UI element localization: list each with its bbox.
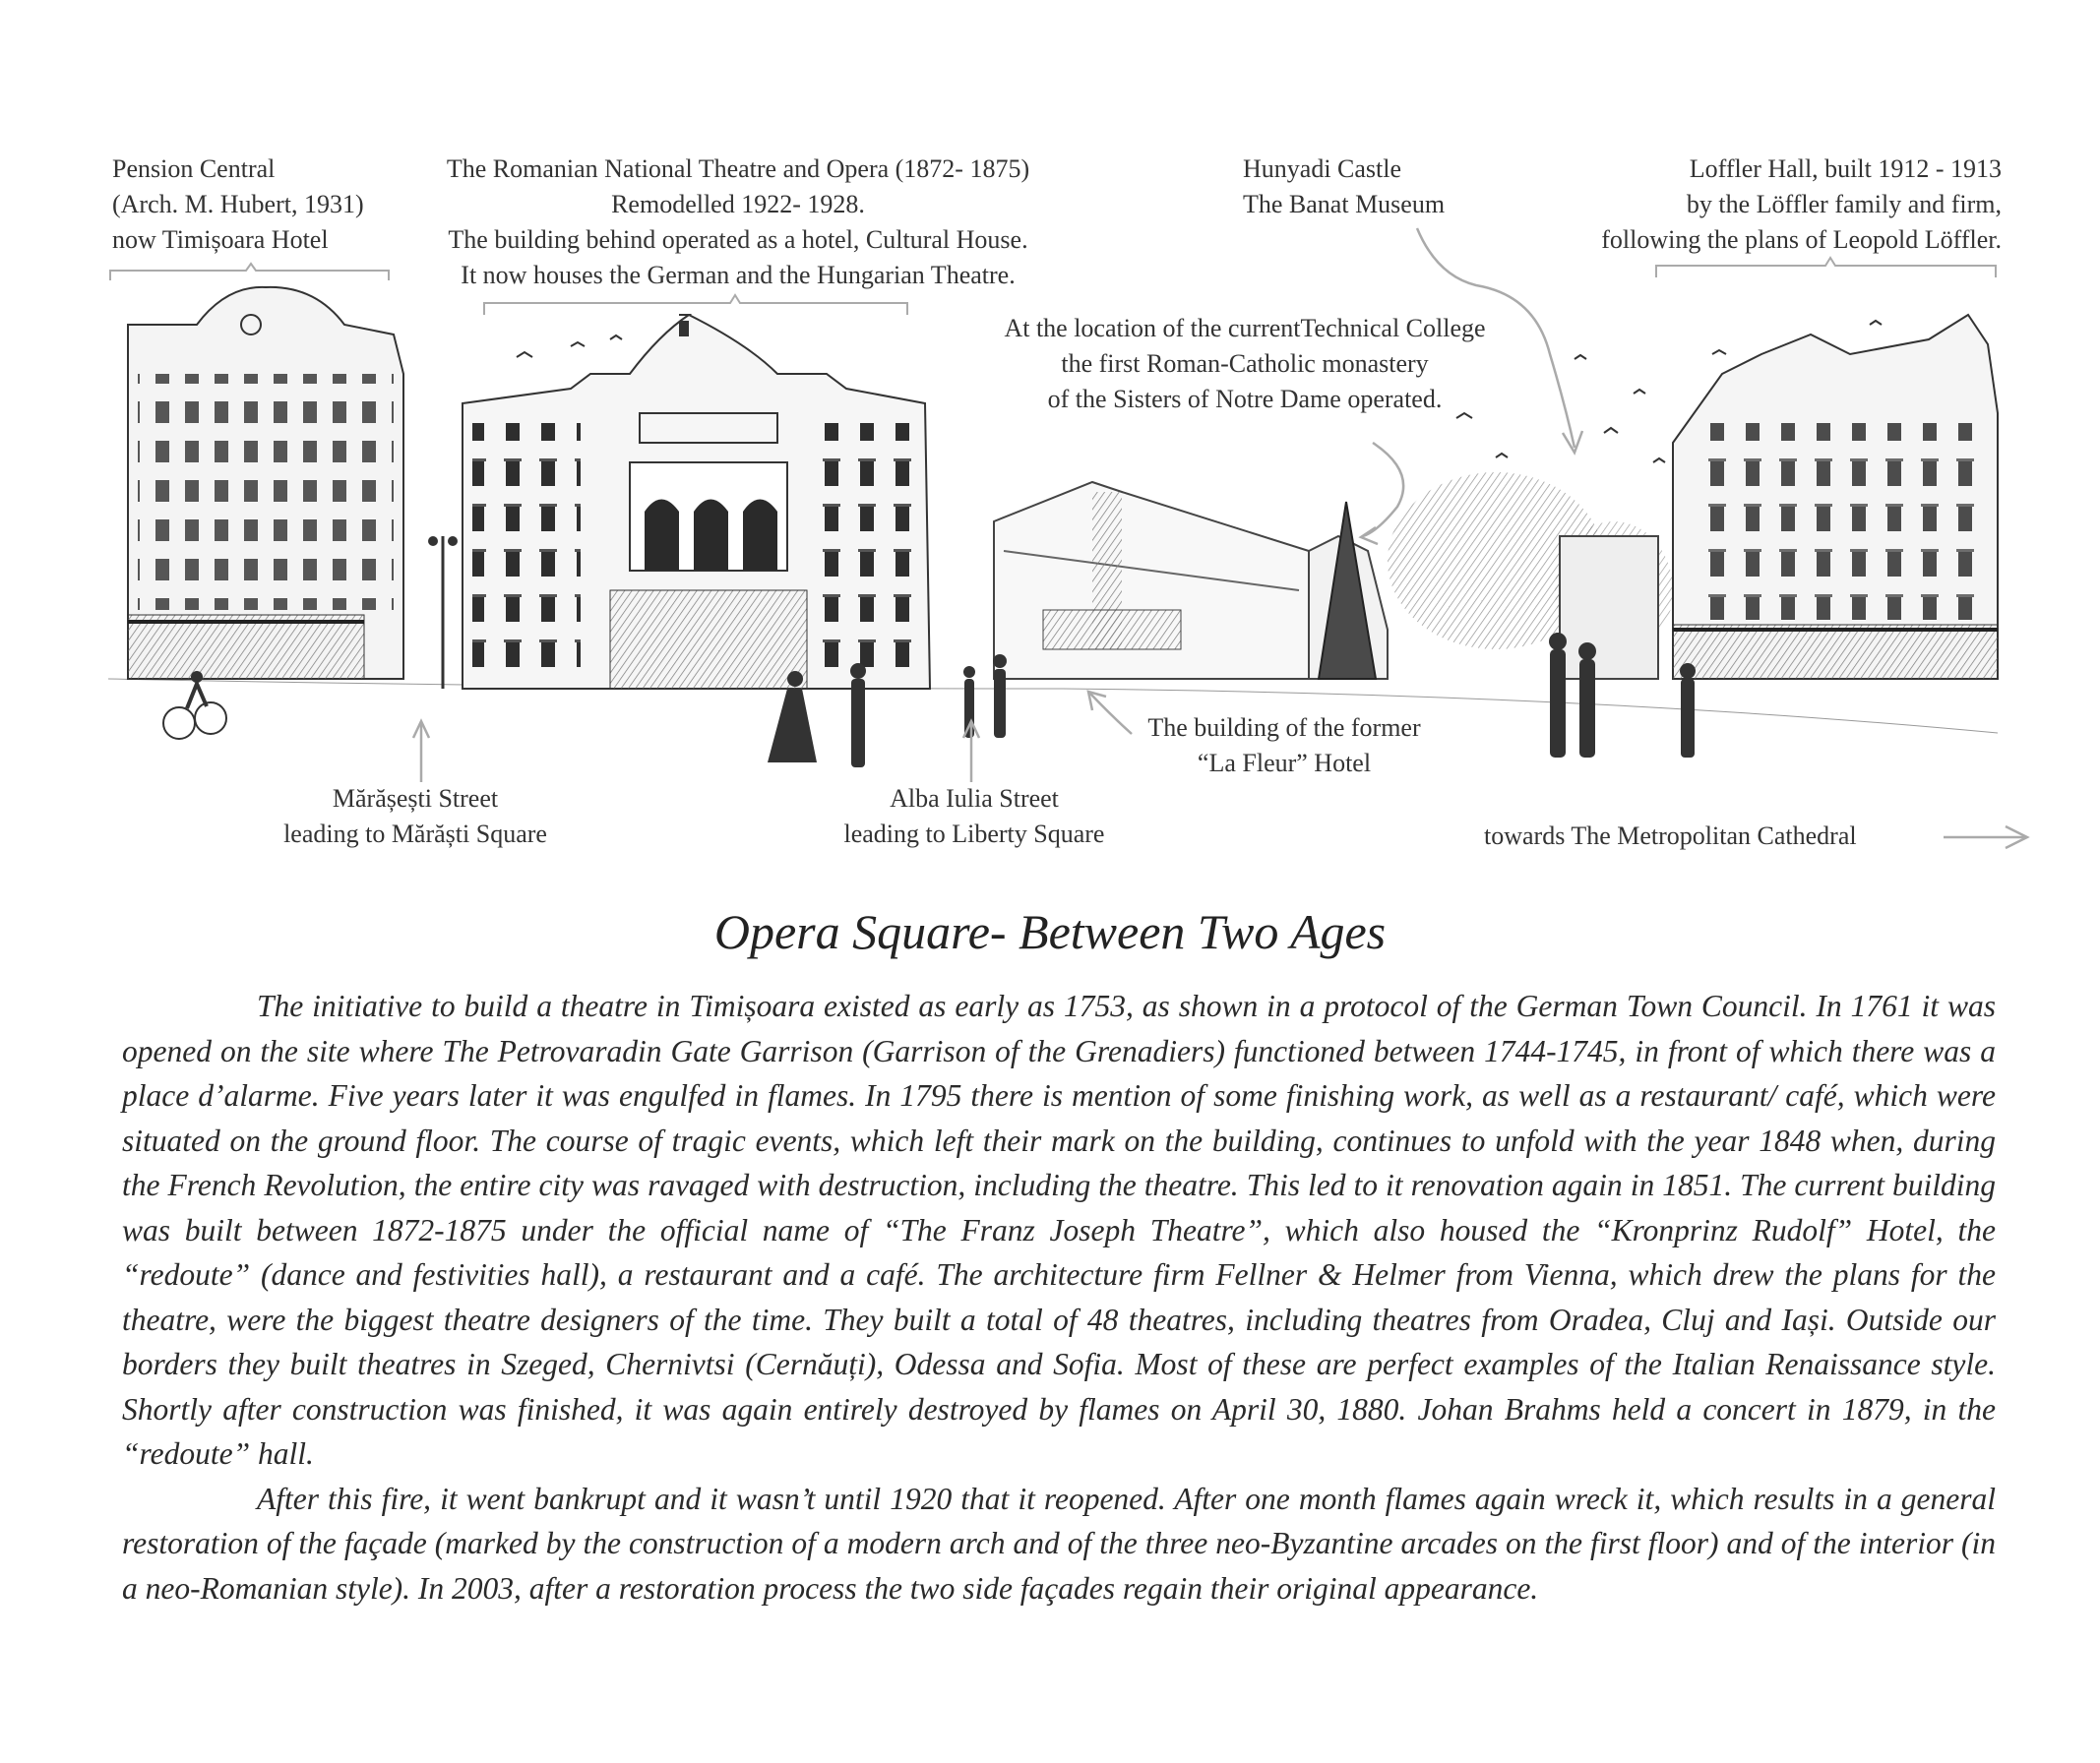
label-line: of the Sisters of Notre Dame operated. xyxy=(1047,385,1443,413)
label-line: (Arch. M. Hubert, 1931) xyxy=(112,190,364,218)
brace-pension xyxy=(110,264,389,280)
brace-loffler xyxy=(1656,258,1996,277)
loffler-hall-building xyxy=(1673,315,1998,679)
label-line: Remodelled 1922- 1928. xyxy=(611,190,865,218)
label-line: It now houses the German and the Hungarian Theatre. xyxy=(461,261,1016,289)
page-title: Opera Square- Between Two Ages xyxy=(713,904,1387,959)
label-la-fleur xyxy=(1102,710,1466,781)
label-technical-college xyxy=(959,311,1530,417)
label-line: now Timișoara Hotel xyxy=(112,225,329,254)
label-line: Hunyadi Castle xyxy=(1243,154,1402,183)
paragraph: After this fire, it went bankrupt and it wasn’t until 1920 that it reopened. After one month flames again wreck it, which results in a general restoration of the façade (marked by the construction of a modern arch and of the three neo-Byzantine arcades on the first floor) and of the interior (in a neo-Romanian style). In 2003, after a restoration process the two side façades regain their original appearance. xyxy=(122,1481,1996,1606)
national-theatre-building xyxy=(463,315,930,689)
arrow-marasesti xyxy=(413,721,429,782)
label-line: leading to Liberty Square xyxy=(843,820,1105,848)
label-line: leading to Mărăști Square xyxy=(283,820,547,848)
label-alba-iulia-street xyxy=(817,781,1132,852)
label-hunyadi-castle xyxy=(1243,152,1445,222)
label-line: Mărășești Street xyxy=(332,784,499,813)
label-marasesti-street xyxy=(258,781,573,852)
article-body xyxy=(122,984,1996,1611)
label-line: Pension Central xyxy=(112,154,276,183)
pension-central-building xyxy=(128,287,403,739)
label-line: The Banat Museum xyxy=(1243,190,1446,218)
label-line: Alba Iulia Street xyxy=(890,784,1059,813)
label-line: The building behind operated as a hotel, Cultural House. xyxy=(448,225,1028,254)
label-national-theatre xyxy=(394,152,1082,293)
label-line: by the Löffler family and firm, xyxy=(1686,190,2002,218)
label-line: following the plans of Leopold Löffler. xyxy=(1601,225,2002,254)
label-line: the first Roman-Catholic monastery xyxy=(1061,349,1429,378)
label-line: The Romanian National Theatre and Opera (1872- 1875) xyxy=(446,154,1030,183)
brace-theatre xyxy=(484,295,907,315)
hunyadi-castle-trees xyxy=(1388,472,1673,679)
label-line: The building of the former xyxy=(1147,713,1421,742)
label-metropolitan-cathedral: towards The Metropolitan Cathedral xyxy=(1484,821,1857,850)
label-line: “La Fleur” Hotel xyxy=(1197,749,1372,777)
arrow-albaiulia xyxy=(963,721,979,782)
paragraph: The initiative to build a theatre in Timișoara existed as early as 1753, as shown in a protocol of the German Town Council. In 1761 it was opened on the site where The Petrovaradin Gate Garrison (Garrison of the Grenadiers) functioned between 1744-1745, in front of which there was a place d’alarme. Five years later it was engulfed in flames. In 1795 there is mention of some finishing work, as well as a restaurant/ café, which were situated on the ground floor. The course of tragic events, which left their mark on the building, continues to unfold with the year 1848 when, during the French Revolution, the entire city was ravaged with destruction, including the theatre. This led to it renovation again in 1851. The current building was built between 1872-1875 under the official name of “The Franz Joseph Theatre”, which also housed the “Kronprinz Rudolf” Hotel, the “redoute” (dance and festivities hall), a restaurant and a café. The architecture firm Fellner & Helmer from Vienna, which drew the plans for the theatre, were the biggest theatre designers of the time. They built a total of 48 theatres, including theatres from Oradea, Cluj and Iași. Outside our borders they built theatres in Szeged, Chernivtsi (Cernăuți), Odessa and Sofia. Most of these are perfect examples of the Italian Renaissance style. Shortly after construction was finished, it was again entirely destroyed by flames on April 30, 1880. Johan Brahms held a concert in 1879, in the “redoute” hall. xyxy=(122,989,1996,1471)
arrow-right-icon xyxy=(1944,826,2027,848)
label-line: Loffler Hall, built 1912 - 1913 xyxy=(1689,154,2002,183)
label-loffler-hall xyxy=(1535,152,2002,258)
street-lamp-icon xyxy=(428,536,458,689)
label-pension-central xyxy=(112,152,364,258)
label-line: At the location of the currentTechnical College xyxy=(1004,314,1486,342)
